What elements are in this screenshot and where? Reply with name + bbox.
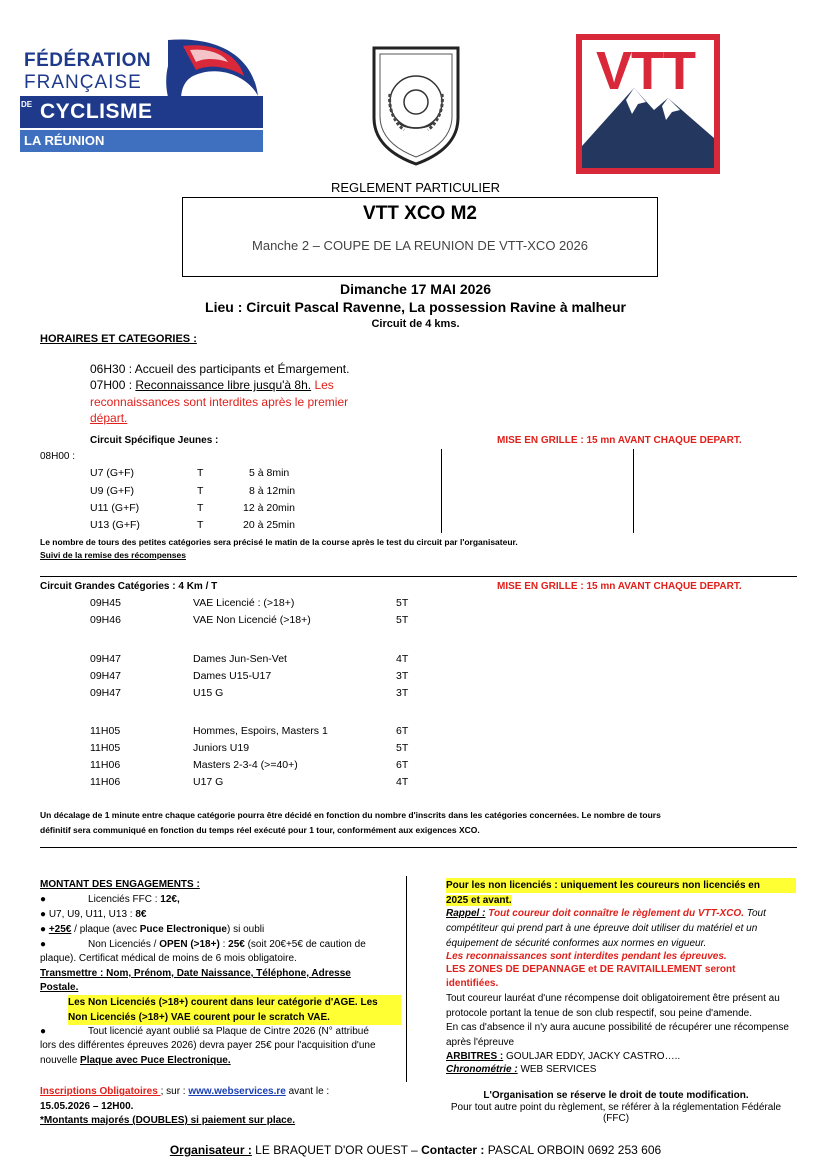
arbitres-label: ARBITRES : bbox=[446, 1051, 504, 1062]
jeunes-cat: U13 (G+F) bbox=[90, 519, 140, 531]
chrono-label: Chronométrie : bbox=[446, 1064, 518, 1075]
column-divider bbox=[406, 876, 407, 1082]
grandes-tours: 3T bbox=[396, 687, 409, 699]
engagement-licencies bbox=[40, 894, 180, 905]
inscriptions-date: 15.05.2026 – 12H00. bbox=[40, 1101, 134, 1112]
jeunes-dur: 5 à 8min bbox=[249, 467, 290, 479]
laureat-line-1: Tout coureur lauréat d'une récompense doit obligatoirement être présent au bbox=[446, 993, 780, 1004]
jeunes-t: T bbox=[197, 502, 204, 514]
engagement-value: 25€ bbox=[228, 939, 245, 950]
reconnaissance-warning-3: départ. bbox=[90, 411, 128, 425]
grandes-heading: Circuit Grandes Catégories : 4 Km / T bbox=[40, 581, 218, 592]
engagement-value: +25€ bbox=[48, 924, 72, 935]
reconnaissance-text: Reconnaissance libre jusqu'à 8h. bbox=[135, 378, 312, 392]
section-divider bbox=[40, 847, 797, 848]
zones-line-2: identifiées. bbox=[446, 978, 499, 989]
event-lieu: Lieu : Circuit Pascal Ravenne, La possession Ravine à malheur bbox=[205, 299, 626, 315]
horaires-line-2 bbox=[90, 378, 334, 392]
grandes-cat: Hommes, Espoirs, Masters 1 bbox=[193, 725, 328, 737]
plaque-text: nouvelle bbox=[40, 1055, 81, 1066]
absence-line-1: En cas d'absence il n'y aura aucune possibilité de récupérer une récompense bbox=[446, 1022, 789, 1033]
grandes-tours: 4T bbox=[396, 653, 409, 665]
transmettre-line: Transmettre : Nom, Prénom, Date Naissance, Téléphone, Adresse bbox=[40, 968, 351, 979]
engagement-label: / plaque (avec bbox=[71, 924, 140, 935]
rappel-line-3: équipement de sécurité conformes aux normes en vigueur. bbox=[446, 938, 707, 949]
bullet-icon: ● bbox=[40, 924, 47, 935]
non-licencies-info bbox=[446, 878, 796, 908]
grandes-cat: Masters 2-3-4 (>=40+) bbox=[193, 759, 298, 771]
grandes-cat: U15 G bbox=[193, 687, 224, 699]
ffc-line-4: CYCLISME bbox=[40, 100, 153, 123]
rappel-red: Tout coureur doit connaître le règlement du VTT-XCO. bbox=[485, 908, 744, 919]
reconnaissance-warning: Les bbox=[311, 378, 334, 392]
footer-contact bbox=[0, 1143, 831, 1157]
engagement-certificat: plaque). Certificat médical de moins de 6 mois obligatoire. bbox=[40, 953, 297, 964]
inscriptions-avant: avant le : bbox=[285, 1086, 330, 1097]
bullet-icon: ● bbox=[40, 894, 47, 905]
jeunes-dur: 20 à 25min bbox=[243, 519, 295, 531]
jeunes-note: Le nombre de tours des petites catégories sera précisé le matin de la course après le test du circuit par l'organisateur. bbox=[40, 537, 518, 547]
grandes-time: 09H47 bbox=[90, 670, 121, 682]
jeunes-cat: U11 (G+F) bbox=[90, 502, 140, 514]
organisateur-value: LE BRAQUET D'OR OUEST – bbox=[251, 1143, 422, 1157]
transmettre-line-2: Postale. bbox=[40, 982, 79, 993]
jeunes-cat: U7 (G+F) bbox=[90, 467, 135, 479]
divider bbox=[441, 449, 442, 533]
grandes-tours: 5T bbox=[396, 597, 409, 609]
notice-line: Les Non Licenciés (>18+) courent dans leur catégorie d'AGE. Les bbox=[68, 997, 378, 1008]
absence-line-2: après l'épreuve bbox=[446, 1037, 515, 1048]
grandes-time: 11H05 bbox=[90, 742, 121, 754]
grandes-time: 09H47 bbox=[90, 653, 121, 665]
open-label: OPEN (>18+) bbox=[159, 939, 220, 950]
grandes-tours: 6T bbox=[396, 725, 409, 737]
info-line: Pour les non licenciés : uniquement les coureurs non licenciés en bbox=[446, 878, 796, 893]
ffc-line-2: FRANÇAISE bbox=[24, 72, 142, 93]
table-row bbox=[90, 485, 134, 497]
event-date: Dimanche 17 MAI 2026 bbox=[340, 281, 491, 297]
grandes-mise-en-grille: MISE EN GRILLE : 15 mn AVANT CHAQUE DEPART. bbox=[497, 581, 742, 592]
ffc-line-1: FÉDÉRATION bbox=[24, 50, 152, 71]
page-title: VTT XCO M2 bbox=[362, 203, 477, 224]
grandes-cat: VAE Licencié : (>18+) bbox=[193, 597, 295, 609]
grandes-tours: 4T bbox=[396, 776, 409, 788]
plaque-oubli-1 bbox=[40, 1026, 369, 1037]
engagement-jeunes bbox=[40, 909, 146, 920]
horaires-heading: HORAIRES ET CATEGORIES : bbox=[40, 333, 197, 345]
jeunes-time: 08H00 : bbox=[40, 451, 76, 462]
grandes-note-2: définitif sera communiqué en fonction du temps réel exécuté pour 1 tour, conformément aux exigences XCO. bbox=[40, 825, 480, 835]
rappel-line-1 bbox=[446, 908, 766, 919]
table-row bbox=[90, 519, 140, 531]
contacter-value: PASCAL ORBOIN 0692 253 606 bbox=[484, 1143, 662, 1157]
arbitres-value: GOULJAR EDDY, JACKY CASTRO….. bbox=[503, 1051, 681, 1062]
engagement-label: : bbox=[219, 939, 229, 950]
grandes-note-1: Un décalage de 1 minute entre chaque catégorie pourra être décidé en fonction du nombre d'inscrits dans les catégories concernées. Le nombre de tours bbox=[40, 810, 661, 820]
contacter-label: Contacter : bbox=[421, 1143, 485, 1157]
bullet-icon: ● bbox=[40, 909, 47, 920]
jeunes-heading: Circuit Spécifique Jeunes : bbox=[90, 435, 219, 446]
laureat-line-2: protocole portant la tenue de son club respectif, sou peine d'amende. bbox=[446, 1008, 753, 1019]
ffc-line-5: LA RÉUNION bbox=[24, 133, 105, 148]
engagement-label: Non Licenciés / bbox=[88, 939, 160, 950]
grandes-cat: Dames U15-U17 bbox=[193, 670, 272, 682]
organisation-line-2: Pour tout autre point du règlement, se référer à la réglementation Fédérale bbox=[450, 1102, 782, 1113]
rappel-text: Tout bbox=[744, 908, 766, 919]
grandes-time: 11H05 bbox=[90, 725, 121, 737]
inscriptions-label: Inscriptions Obligatoires bbox=[40, 1086, 161, 1097]
grandes-cat: Juniors U19 bbox=[193, 742, 250, 754]
notice-line: Non Licenciés (>18+) VAE courent pour le scratch VAE. bbox=[68, 1012, 330, 1023]
rappel-line-2: compétiteur qui prend part à une épreuve doit utiliser du matériel et un bbox=[446, 923, 758, 934]
page-subtitle: Manche 2 – COUPE DE LA REUNION DE VTT-XCO 2026 bbox=[252, 238, 588, 253]
montants-majores: *Montants majorés (DOUBLES) si paiement sur place. bbox=[40, 1115, 296, 1126]
jeunes-mise-en-grille: MISE EN GRILLE : 15 mn AVANT CHAQUE DEPART. bbox=[497, 435, 742, 446]
vtt-logo-text: VTT bbox=[596, 41, 695, 101]
bullet-icon: ● bbox=[40, 939, 47, 950]
grandes-time: 11H06 bbox=[90, 776, 121, 788]
table-row bbox=[90, 467, 134, 479]
chrono-line bbox=[446, 1064, 596, 1075]
organisation-line-1: L'Organisation se réserve le droit de toute modification. bbox=[483, 1090, 749, 1101]
grandes-tours: 5T bbox=[396, 614, 409, 626]
engagement-plaque bbox=[40, 924, 264, 935]
engagement-label: Licenciés FFC : bbox=[88, 894, 161, 905]
grandes-time: 09H47 bbox=[90, 687, 121, 699]
ffc-line-3: DE bbox=[21, 100, 33, 109]
vtt-logo bbox=[576, 34, 720, 174]
jeunes-dur: 12 à 20min bbox=[243, 502, 295, 514]
zones-line-1: LES ZONES DE DEPANNAGE et DE RAVITAILLEMENT seront bbox=[446, 964, 736, 975]
inscriptions-sur: ; sur : bbox=[160, 1086, 189, 1097]
engagement-value: 12€, bbox=[160, 894, 180, 905]
webservices-link[interactable]: www.webservices.re bbox=[188, 1086, 286, 1097]
organisateur-label: Organisateur : bbox=[169, 1143, 252, 1157]
bullet-icon: ● bbox=[40, 1026, 47, 1037]
info-line: 2025 et avant. bbox=[446, 895, 512, 906]
reconnaissance-warning-2: reconnaissances sont interdites après le premier bbox=[90, 395, 349, 409]
chrono-value: WEB SERVICES bbox=[517, 1064, 597, 1075]
reglement-label: REGLEMENT PARTICULIER bbox=[330, 180, 501, 195]
grandes-cat: Dames Jun-Sen-Vet bbox=[193, 653, 287, 665]
engagement-label: ) si oubli bbox=[226, 924, 265, 935]
grandes-cat: VAE Non Licencié (>18+) bbox=[193, 614, 311, 626]
arbitres-line bbox=[446, 1051, 680, 1062]
grandes-time: 09H46 bbox=[90, 614, 121, 626]
rappel-label: Rappel : bbox=[446, 908, 486, 919]
horaires-time: 07H00 : bbox=[90, 378, 136, 392]
ffc-logo bbox=[18, 36, 263, 156]
grandes-time: 09H45 bbox=[90, 597, 121, 609]
engagements-heading: MONTANT DES ENGAGEMENTS : bbox=[40, 879, 200, 890]
organisation-line-3: (FFC) bbox=[602, 1113, 630, 1124]
inscriptions-line bbox=[40, 1086, 329, 1097]
horaires-line-1: 06H30 : Accueil des participants et Émargement. bbox=[90, 362, 350, 376]
reconnaissance-interdites: Les reconnaissances sont interdites pendant les épreuves. bbox=[446, 951, 727, 962]
engagement-value: 8€ bbox=[135, 909, 147, 920]
jeunes-dur: 8 à 12min bbox=[249, 485, 296, 497]
jeunes-suivi: Suivi de la remise des récompenses bbox=[40, 550, 186, 560]
jeunes-t: T bbox=[197, 485, 204, 497]
engagement-label: U7, U9, U11, U13 : bbox=[48, 909, 136, 920]
plaque-oubli-2: lors des différentes épreuves 2026) devra payer 25€ pour l'acquisition d'une bbox=[40, 1040, 376, 1051]
grandes-tours: 6T bbox=[396, 759, 409, 771]
club-shield-logo bbox=[368, 44, 464, 168]
grandes-time: 11H06 bbox=[90, 759, 121, 771]
event-circuit: Circuit de 4 kms. bbox=[371, 318, 460, 330]
plaque-text: Tout licencié ayant oublié sa Plaque de Cintre 2026 (N° attribué bbox=[88, 1026, 369, 1037]
jeunes-t: T bbox=[197, 519, 204, 531]
engagement-open bbox=[40, 939, 366, 950]
jeunes-t: T bbox=[197, 467, 204, 479]
non-licencies-notice bbox=[68, 995, 401, 1025]
plaque-oubli-3 bbox=[40, 1055, 231, 1066]
grandes-tours: 5T bbox=[396, 742, 409, 754]
grandes-tours: 3T bbox=[396, 670, 409, 682]
plaque-puce: Plaque avec Puce Electronique. bbox=[80, 1055, 231, 1066]
puce-label: Puce Electronique bbox=[139, 924, 227, 935]
table-row bbox=[90, 502, 139, 514]
divider bbox=[633, 449, 634, 533]
jeunes-cat: U9 (G+F) bbox=[90, 485, 135, 497]
shield-icon bbox=[368, 44, 464, 168]
grandes-cat: U17 G bbox=[193, 776, 224, 788]
engagement-label: (soit 20€+5€ de caution de bbox=[244, 939, 366, 950]
section-divider bbox=[40, 576, 797, 577]
